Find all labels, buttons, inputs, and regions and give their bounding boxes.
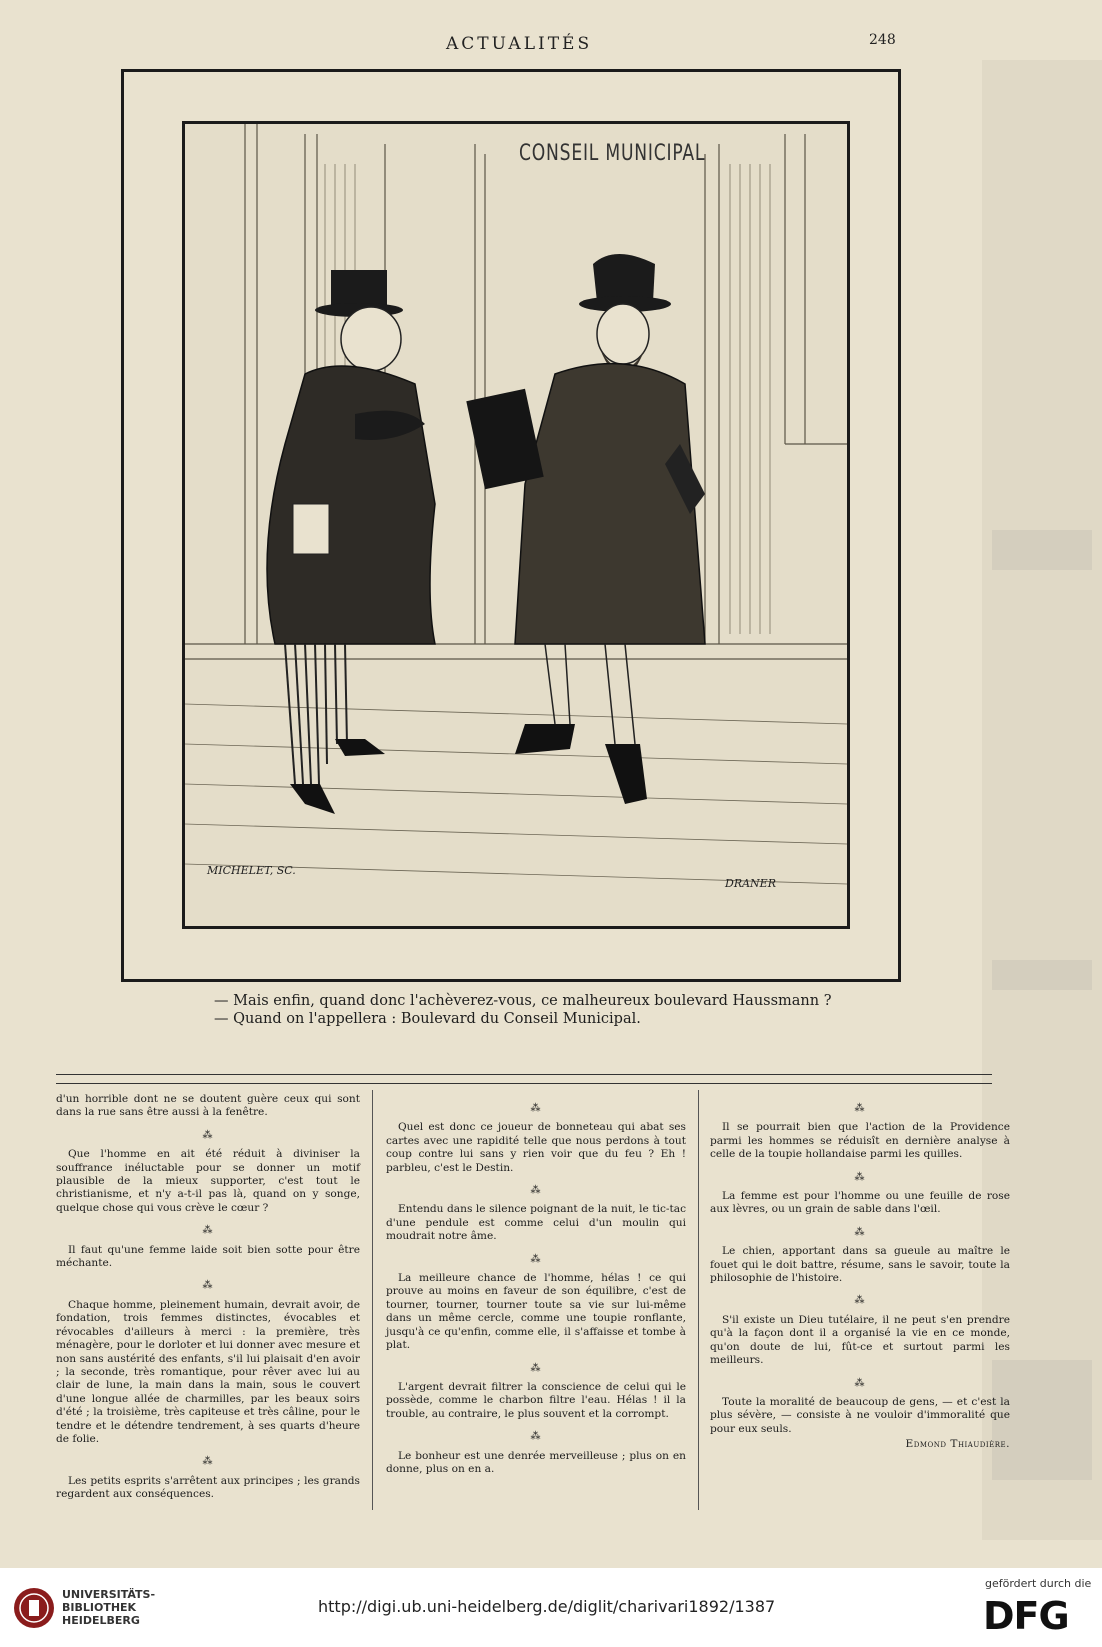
asterism: ⁂ <box>202 1225 214 1237</box>
sign-conseil-municipal: CONSEIL MUNICIPAL <box>519 141 706 166</box>
paragraph: Quel est donc ce joueur de bonneteau qui abat ses cartes avec une rapidité telle que nous perdons à tout coup contre lui sans y rien voir que du feu ? Eh ! parbleu, c'est le Destin. <box>386 1121 686 1174</box>
illustration <box>182 121 850 929</box>
artist-signature: DRANER <box>725 877 776 890</box>
caption-line-1: — Mais enfin, quand donc l'achèverez-vous, ce malheureux boulevard Haussmann ? <box>214 993 832 1009</box>
asterism: ⁂ <box>530 1103 542 1114</box>
asterism: ⁂ <box>530 1185 542 1197</box>
library-name <box>62 1588 155 1627</box>
caption-line-2: — Quand on l'appellera : Boulevard du Conseil Municipal. <box>214 1011 641 1027</box>
page-header <box>0 34 1102 58</box>
paragraph: Entendu dans le silence poignant de la nuit, le tic-tac d'une pendule est comme celui d'un moulin qui moudrait notre âme. <box>386 1203 686 1243</box>
engraver-signature: MICHELET, SC. <box>207 864 296 877</box>
column-divider-1 <box>372 1090 373 1510</box>
asterism: ⁂ <box>854 1377 866 1389</box>
asterism: ⁂ <box>854 1171 866 1183</box>
paragraph: Chaque homme, pleinement humain, devrait avoir, de fondation, trois femmes distinctes, évocables et révocables d'ailleurs à merci : la première, très ménagère, pour le dorloter et lui donner avec mesure et non sans austérité des enfants, s'il lui plaisait d'en avoir ; la seconde, très romantique, pour rêver avec lui au clair de lune, la main dans la main, sous le couvert d'une longue allée de charmilles, par les beaux soirs d'été ; la troisième, très capiteuse et très câline, pour le tendre et le détendre tendrement, à ses quarts d'heure de folie. <box>56 1298 360 1445</box>
asterism: ⁂ <box>530 1253 542 1265</box>
paragraph: Il se pourrait bien que l'action de la Providence parmi les hommes se réduisît en dernière analyse à celle de la toupie hollandaise parmi les quilles. <box>710 1121 1010 1161</box>
paragraph: d'un horrible dont ne se doutent guère ceux qui sont dans la rue sans être aussi à la fenêtre. <box>56 1093 360 1119</box>
library-name-line-3: HEIDELBERG <box>62 1614 140 1627</box>
paragraph: La meilleure chance de l'homme, hélas ! ce qui prouve au moins en faveur de son équilibre, c'est de tourner, tourner, tourner toute sa vie sur lui-même dans un même cercle, comme une toupie ronflante, jusqu'à ce qu'enfin, comme elle, il s'affaisse et tombe à plat. <box>386 1272 686 1352</box>
asterism: ⁂ <box>854 1295 866 1307</box>
library-name-line-2: BIBLIOTHEK <box>62 1601 137 1614</box>
paragraph: Toute la moralité de beaucoup de gens, — et c'est la plus sévère, — consiste à ne vouloir d'immoralité que pour eux seuls. <box>710 1395 1010 1435</box>
paragraph: Le bonheur est une denrée merveilleuse ; plus on en donne, plus on en a. <box>386 1449 686 1475</box>
permalink-url[interactable]: http://digi.ub.uni-heidelberg.de/diglit/charivari1892/1387 <box>318 1597 776 1616</box>
funded-by-label: gefördert durch die <box>985 1577 1092 1590</box>
paragraph: Le chien, apportant dans sa gueule au maître le fouet qui le doit battre, résume, sans le savoir, toute la philosophie de l'histoire. <box>710 1245 1010 1285</box>
paragraph: L'argent devrait filtrer la conscience de celui qui le possède, comme le charbon filtre l'eau. Hélas ! il la trouble, au contraire, le plus souvent et la corrompt. <box>386 1380 686 1420</box>
page-number: 248 <box>869 32 896 48</box>
section-rule-2 <box>56 1083 992 1084</box>
author-signature: Edmond Thiaudière. <box>905 1438 1010 1451</box>
text-column-3 <box>710 1093 1010 1452</box>
asterism: ⁂ <box>202 1129 214 1141</box>
header-title: ACTUALITÉS <box>446 34 593 54</box>
university-seal-icon <box>12 1586 56 1630</box>
paragraph: Les petits esprits s'arrêtent aux principes ; les grands regardent aux conséquences. <box>56 1474 360 1501</box>
cartoon-drawing <box>185 124 847 926</box>
paragraph: Il faut qu'une femme laide soit bien sotte pour être méchante. <box>56 1243 360 1270</box>
text-column-1 <box>56 1093 360 1502</box>
dfg-logo: DFG <box>983 1594 1069 1638</box>
section-rule <box>56 1074 992 1075</box>
asterism: ⁂ <box>530 1362 542 1374</box>
library-name-line-1: UNIVERSITÄTS- <box>62 1588 156 1601</box>
library-footer <box>0 1568 1102 1647</box>
text-column-2 <box>386 1093 686 1476</box>
paragraph: Que l'homme en ait été réduit à diviniser la souffrance inéluctable pour se donner un motif plausible de la mieux supporter, c'est tout le christianisme, et n'y a-t-il pas là, quand on y songe, quelque chose qui vous crève le cœur ? <box>56 1148 360 1214</box>
asterism: ⁂ <box>854 1226 866 1238</box>
column-divider-2 <box>698 1090 699 1510</box>
asterism: ⁂ <box>530 1431 542 1443</box>
asterism: ⁂ <box>854 1103 866 1114</box>
asterism: ⁂ <box>202 1456 214 1468</box>
paragraph: La femme est pour l'homme ou une feuille de rose aux lèvres, ou un grain de sable dans l'œil. <box>710 1190 1010 1216</box>
illustration-caption <box>214 992 832 1028</box>
paragraph: S'il existe un Dieu tutélaire, il ne peut s'en prendre qu'à la façon dont il a organisé la vie en ce monde, qu'on doute de lui, fût-ce et surtout parmi les meilleurs. <box>710 1313 1010 1367</box>
asterism: ⁂ <box>202 1280 214 1292</box>
